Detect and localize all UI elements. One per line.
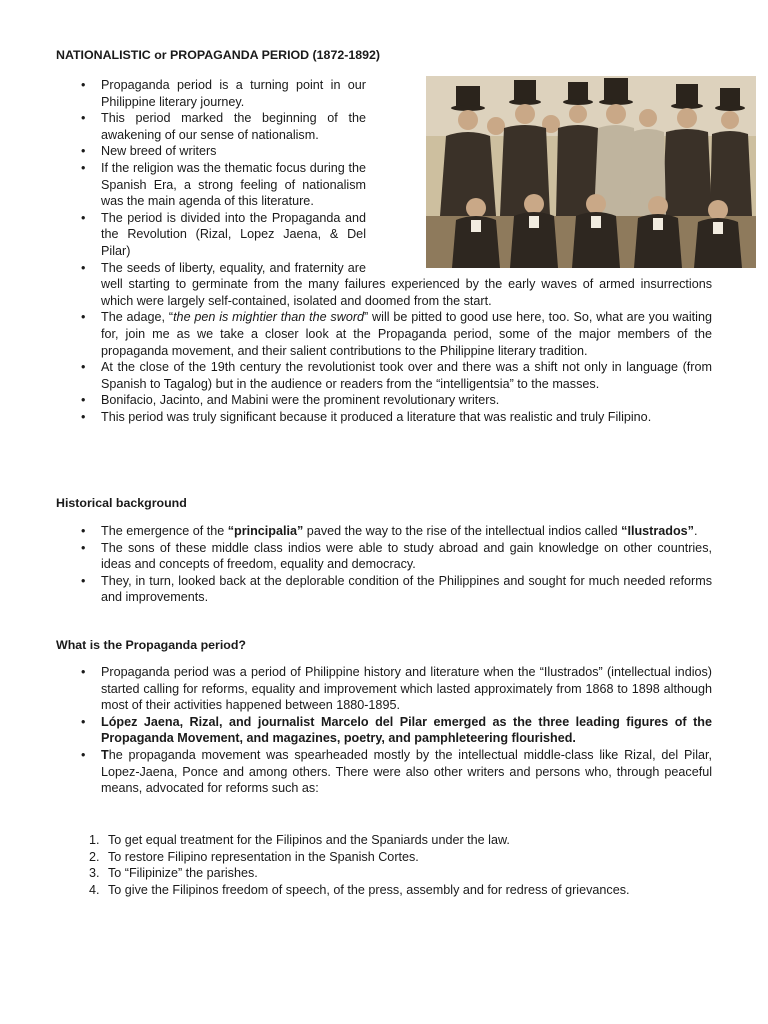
reforms-numbered-list bbox=[56, 832, 712, 898]
list-item: • The period is divided into the Propaganda and the Revolution (Rizal, Lopez Jaena, & Del Pilar) bbox=[56, 210, 712, 260]
list-item: • The adage, “the pen is mightier than the sword” will be pitted to good use here, too. So, what are you waiting for, join me as we take a closer look at the Propaganda period, some of the major members of the propaganda movement, and their salient contributions to the Philippine literary tradition. bbox=[56, 309, 712, 359]
list-item: • They, in turn, looked back at the deplorable condition of the Philippines and sought for much needed reforms and improvements. bbox=[56, 573, 712, 606]
adage-quote: the pen is mightier than the sword bbox=[173, 310, 365, 325]
list-item: • The emergence of the “principalia” paved the way to the rise of the intellectual indios called “Ilustrados”. bbox=[56, 523, 712, 540]
list-item: 4. To give the Filipinos freedom of speech, of the press, assembly and for redress of grievances. bbox=[89, 882, 630, 897]
section3-bullet-list bbox=[56, 664, 712, 797]
list-item: 1. To get equal treatment for the Filipinos and the Spaniards under the law. bbox=[89, 833, 510, 847]
section-heading-propaganda-period: What is the Propaganda period? bbox=[56, 638, 247, 652]
list-item: 2. To restore Filipino representation in the Spanish Cortes. bbox=[89, 849, 419, 864]
list-item: • This period marked the beginning of the awakening of our sense of nationalism. bbox=[56, 110, 712, 143]
section1-bullet-list bbox=[56, 77, 712, 425]
list-item: • The seeds of liberty, equality, and fraternity are well starting to germinate from the many failures experienced by the early waves of armed insurrections which were largely self-contained, isolated and doomed from the start. bbox=[56, 260, 712, 310]
list-item: • Propaganda period was a period of Philippine history and literature when the “Ilustrados” (intellectual indios) started calling for reforms, equality and improvement which lasted approximately from 1868 to 1898 although most of their activities happened between 1880-1895. bbox=[56, 664, 712, 714]
section-heading-historical-background: Historical background bbox=[56, 496, 187, 510]
list-item: • This period was truly significant because it produced a literature that was realistic and truly Filipino. bbox=[56, 409, 712, 426]
list-item: • Propaganda period is a turning point in our Philippine literary journey. bbox=[56, 77, 712, 110]
page-title: NATIONALISTIC or PROPAGANDA PERIOD (1872-1892) bbox=[56, 48, 381, 62]
list-item: • López Jaena, Rizal, and journalist Marcelo del Pilar emerged as the three leading figures of the Propaganda Movement, and magazines, poetry, and pamphleteering flourished. bbox=[56, 714, 712, 747]
section2-bullet-list bbox=[56, 523, 712, 606]
list-item: • Bonifacio, Jacinto, and Mabini were the prominent revolutionary writers. bbox=[56, 392, 712, 409]
list-item: • At the close of the 19th century the revolutionist took over and there was a shift not only in language (from Spanish to Tagalog) but in the audience or readers from the “intelligentsia” to the masses. bbox=[56, 359, 712, 392]
list-item: • If the religion was the thematic focus during the Spanish Era, a strong feeling of nationalism was the main agenda of this literature. bbox=[56, 160, 712, 210]
list-item: • New breed of writers bbox=[56, 143, 712, 160]
list-item: 3. To “Filipinize” the parishes. bbox=[89, 866, 258, 881]
list-item: • The propaganda movement was spearheaded mostly by the intellectual middle-class like Rizal, del Pilar, Lopez-Jaena, Ponce and among others. There were also other writers and persons who, through peaceful means, advocated for reforms such as: bbox=[56, 747, 712, 797]
list-item: • The sons of these middle class indios were able to study abroad and gain knowledge on other countries, ideas and concepts of freedom, equality and democracy. bbox=[56, 540, 712, 573]
